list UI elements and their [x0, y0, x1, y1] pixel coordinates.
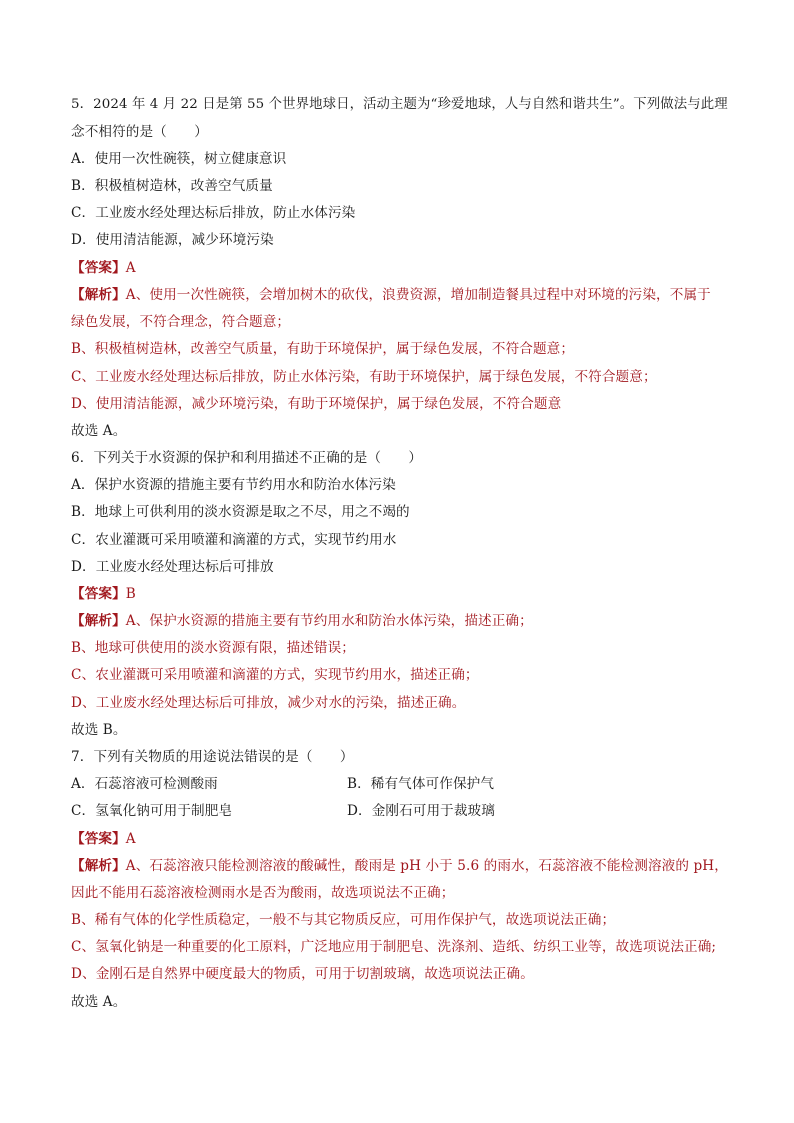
- question-5-analysis-line-4: C、工业废水经处理达标后排放，防止水体污染，有助于环境保护，属于绿色发展，不符合题意；: [71, 369, 657, 385]
- question-5-option-b: B．积极植树造林，改善空气质量: [71, 178, 273, 194]
- question-6-option-d: D．工业废水经处理达标后可排放: [71, 559, 274, 575]
- analysis-tag: 【解析】: [71, 858, 126, 874]
- question-7-option-b: B．稀有气体可作保护气: [347, 776, 495, 792]
- question-7-option-c: C．氢氧化钠可用于制肥皂: [71, 803, 233, 819]
- answer-tag: 【答案】: [71, 831, 126, 847]
- answer-value: A: [125, 260, 136, 276]
- question-5-option-c: C．工业废水经处理达标后排放，防止水体污染: [71, 205, 356, 221]
- analysis-text: A、石蕊溶液只能检测溶液的酸碱性，酸雨是 pH 小于 5.6 的雨水，石蕊溶液不能检测溶液的 pH，: [125, 858, 728, 874]
- question-6-analysis-line-2: B、地球可供使用的淡水资源有限，描述错误；: [71, 640, 355, 656]
- question-7-analysis-line-2: 因此不能用石蕊溶液检测雨水是否为酸雨，故选项说法不正确；: [71, 885, 455, 901]
- question-7-options-row-1: [71, 774, 731, 794]
- question-5-stem-line-2: 念不相符的是（ ）: [71, 124, 208, 140]
- question-6-analysis-line-1: [71, 611, 731, 631]
- question-7-analysis-line-1: [71, 856, 731, 876]
- question-5-conclusion: 故选 A。: [71, 423, 127, 439]
- question-5-analysis-line-1: [71, 285, 731, 305]
- analysis-tag: 【解析】: [71, 613, 126, 629]
- question-7-options-row-2: [71, 801, 731, 821]
- question-6-analysis-line-4: D、工业废水经处理达标后可排放，减少对水的污染，描述正确。: [71, 695, 466, 711]
- analysis-text: A、使用一次性碗筷，会增加树木的砍伐，浪费资源，增加制造餐具过程中对环境的污染，不属于: [125, 287, 711, 303]
- question-6-conclusion: 故选 B。: [71, 722, 127, 738]
- question-7-option-a: A．石蕊溶液可检测酸雨: [71, 776, 218, 792]
- question-7-option-d: D．金刚石可用于裁玻璃: [347, 803, 495, 819]
- question-7-stem-line-1: 7．下列有关物质的用途说法错误的是（ ）: [71, 749, 354, 765]
- question-5-stem-line-1: 5．2024 年 4 月 22 日是第 55 个世界地球日，活动主题为“珍爱地球，人与自然和谐共生”。下列做法与此理: [71, 97, 728, 112]
- question-7-conclusion: 故选 A。: [71, 994, 127, 1010]
- analysis-text: A、保护水资源的措施主要有节约用水和防治水体污染，描述正确；: [125, 613, 533, 629]
- question-5-analysis-line-2: 绿色发展，不符合理念，符合题意；: [71, 314, 291, 330]
- question-7-analysis-line-3: B、稀有气体的化学性质稳定，一般不与其它物质反应，可用作保护气，故选项说法正确；: [71, 912, 616, 928]
- answer-tag: 【答案】: [71, 586, 126, 602]
- question-6-option-a: A．保护水资源的措施主要有节约用水和防治水体污染: [71, 477, 396, 493]
- question-5-analysis-line-5: D、使用清洁能源，减少环境污染，有助于环境保护，属于绿色发展，不符合题意: [71, 396, 562, 412]
- answer-tag: 【答案】: [71, 260, 126, 276]
- answer-value: A: [125, 831, 136, 847]
- question-6-option-c: C．农业灌溉可采用喷灌和滴灌的方式，实现节约用水: [71, 532, 397, 548]
- question-7-answer: [71, 829, 731, 849]
- question-5-option-a: A．使用一次性碗筷，树立健康意识: [71, 151, 287, 167]
- analysis-tag: 【解析】: [71, 287, 126, 303]
- question-7-analysis-line-5: D、金刚石是自然界中硬度最大的物质，可用于切割玻璃，故选项说法正确。: [71, 966, 534, 982]
- question-6-analysis-line-3: C、农业灌溉可采用喷灌和滴灌的方式，实现节约用水，描述正确；: [71, 667, 479, 683]
- question-6-option-b: B．地球上可供利用的淡水资源是取之不尽，用之不竭的: [71, 504, 410, 520]
- question-6-answer: [71, 584, 731, 604]
- question-7-analysis-line-4: C、氢氧化钠是一种重要的化工原料，广泛地应用于制肥皂、洗涤剂、造纸、纺织工业等，故选项说法正确;: [71, 939, 717, 955]
- question-6-stem-line-1: 6．下列关于水资源的保护和利用描述不正确的是（ ）: [71, 450, 423, 466]
- question-5-analysis-line-3: B、积极植树造林，改善空气质量，有助于环境保护，属于绿色发展，不符合题意；: [71, 341, 575, 357]
- answer-value: B: [125, 586, 136, 602]
- question-5-option-d: D．使用清洁能源，减少环境污染: [71, 232, 274, 248]
- question-5-answer: [71, 258, 731, 278]
